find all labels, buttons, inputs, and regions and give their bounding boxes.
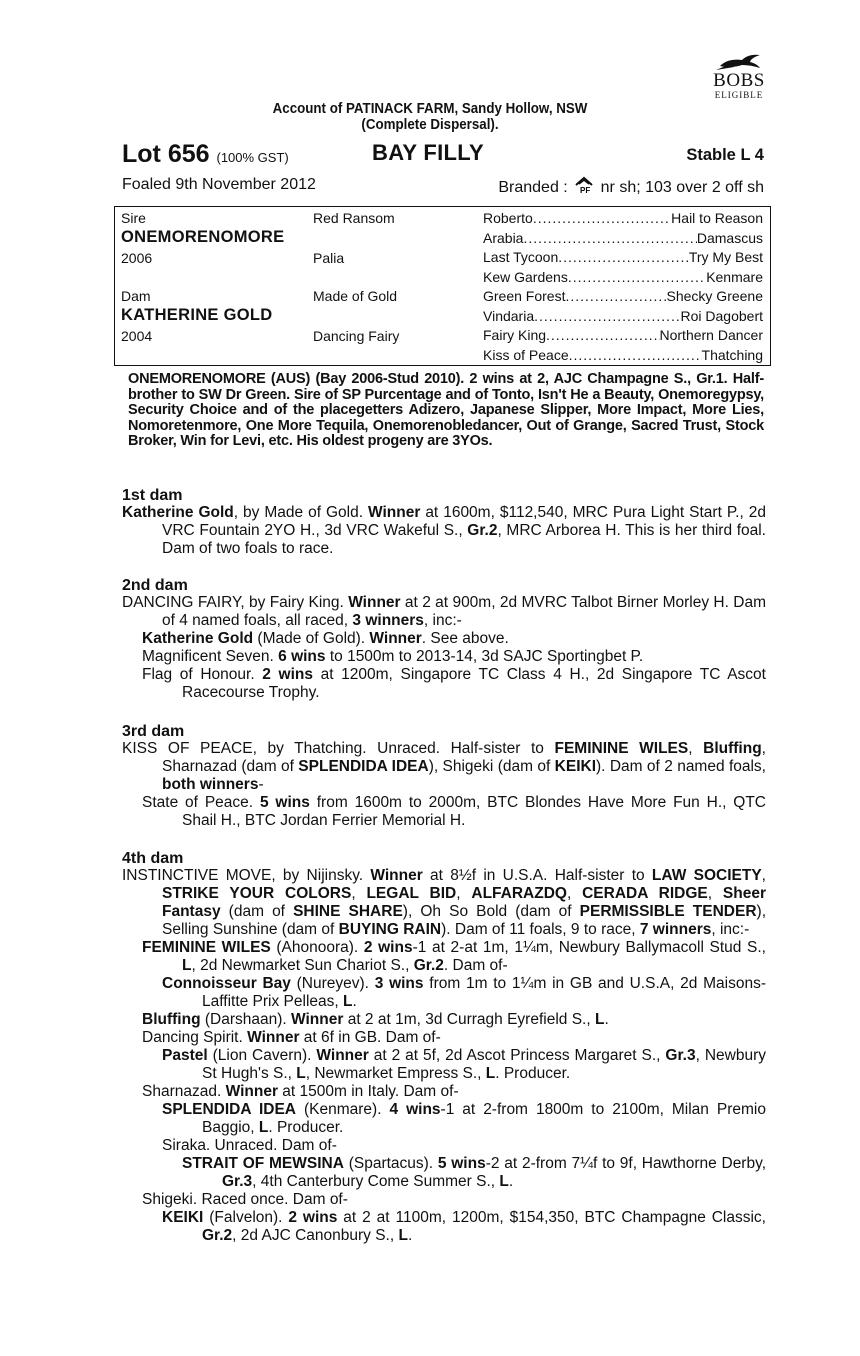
family-entry: Shigeki. Raced once. Dam of- xyxy=(142,1191,348,1208)
brand-mark-icon xyxy=(574,175,594,195)
logo-name: BOBS xyxy=(713,70,765,91)
first-dam-paras xyxy=(122,504,766,558)
ancestor-sire: Try My Best xyxy=(688,249,763,265)
first-dam-section xyxy=(122,487,766,558)
ancestor-row xyxy=(483,229,763,249)
second-dam-paras xyxy=(122,594,766,702)
account-line-1: Account of PATINACK FARM, Sandy Hollow, NSW xyxy=(272,101,588,117)
third-dam-paras xyxy=(122,740,766,830)
second-dam-heading: 2nd dam xyxy=(122,577,188,594)
branded-label: Branded : xyxy=(498,179,568,196)
ancestor-name: Green Forest xyxy=(483,288,566,304)
dam-label: Dam xyxy=(121,288,151,304)
family-entry: STRAIT OF MEWSINA (Spartacus). 5 wins-2 at 2-from 7¼f to 9f, Hawthorne Derby, Gr.3, 4th Canterbury Come Summer S., L. xyxy=(182,1155,766,1190)
family-entry: SPLENDIDA IDEA (Kenmare). 4 wins-1 at 2-from 1800m to 2100m, Milan Premio Baggio, L. Producer. xyxy=(162,1101,766,1136)
sire-year: 2006 xyxy=(121,250,153,266)
family-entry: State of Peace. 5 wins from 1600m to 2000m, BTC Blondes Have More Fun H., QTC Shail H., BTC Jordan Ferrier Memorial H. xyxy=(142,794,767,829)
dot-leader xyxy=(546,326,659,346)
family-entry: INSTINCTIVE MOVE, by Nijinsky. Winner at 8½f in U.S.A. Half-sister to LAW SOCIETY, STRIKE YOUR COLORS, LEGAL BID, ALFARAZDQ, CERADA RIDGE, Sheer Fantasy (dam of SHINE SHARE), Oh So Bold (dam of PERMISSIBLE TENDER), Selling Sunshine (dam of BUYING RAIN). Dam of 11 foals, 9 to race, 7 winners, inc:- xyxy=(122,867,766,938)
stable-location: Stable L 4 xyxy=(686,146,764,164)
dot-leader xyxy=(558,248,689,268)
sex-colour: BAY FILLY xyxy=(372,140,484,165)
bobs-eligible-logo xyxy=(706,50,772,100)
family-entry: Sharnazad. Winner at 1500m in Italy. Dam of- xyxy=(142,1083,459,1100)
family-entry: FEMININE WILES (Ahonoora). 2 wins-1 at 2-at 1m, 1¼m, Newbury Ballymacoll Stud S., L, 2d Newmarket Sun Chariot S., Gr.2. Dam of- xyxy=(142,939,766,974)
ancestor-row xyxy=(483,209,763,229)
dot-leader xyxy=(569,346,702,366)
ancestor-row xyxy=(483,326,763,346)
branded-info xyxy=(498,175,764,198)
ancestor-name: Fairy King xyxy=(483,327,547,343)
branded-details: nr sh; 103 over 2 off sh xyxy=(600,179,764,196)
pedigree-table xyxy=(114,206,771,366)
account-line-2: (Complete Dispersal). xyxy=(361,117,499,133)
family-entry: Dancing Spirit. Winner at 6f in GB. Dam of- xyxy=(142,1029,441,1046)
dot-leader xyxy=(523,229,696,249)
family-entry: Connoisseur Bay (Nureyev). 3 wins from 1m to 1¼m in GB and U.S.A, 2d Maisons-Laffitte Prix Pelleas, L. xyxy=(162,975,766,1010)
ancestor-sire: Damascus xyxy=(696,229,763,246)
ancestor-sire: Hail to Reason xyxy=(671,210,763,226)
ancestor-row xyxy=(483,248,763,268)
family-entry: Katherine Gold, by Made of Gold. Winner at 1600m, $112,540, MRC Pura Light Start P., 2d VRC Fountain 2YO H., 3d VRC Wakeful S., Gr.2, MRC Arborea H. This is her third foal. Dam of two foals to race. xyxy=(122,504,766,557)
ancestor-row xyxy=(483,287,763,307)
sire-dam: Palia xyxy=(313,250,345,266)
family-entry: Flag of Honour. 2 wins at 1200m, Singapore TC Class 4 H., 2d Singapore TC Ascot Racecourse Trophy. xyxy=(142,666,766,701)
dam-dam: Dancing Fairy xyxy=(313,328,400,344)
logo-sub: ELIGIBLE xyxy=(714,90,764,100)
dot-leader xyxy=(534,307,680,327)
lot-row xyxy=(122,140,764,168)
first-dam-heading: 1st dam xyxy=(122,487,183,504)
dot-leader xyxy=(565,287,666,307)
dam-year: 2004 xyxy=(121,328,153,344)
ancestor-row xyxy=(483,268,763,288)
family-entry: Katherine Gold (Made of Gold). Winner. See above. xyxy=(142,630,509,647)
family-entry: Pastel (Lion Cavern). Winner at 2 at 5f, 2d Ascot Princess Margaret S., Gr.3, Newbury St Hugh's S., L, Newmarket Empress S., L. Producer. xyxy=(162,1047,766,1082)
ancestor-sire: Northern Dancer xyxy=(659,327,763,343)
ancestor-row xyxy=(483,346,763,366)
foaled-date: Foaled 9th November 2012 xyxy=(122,176,316,193)
family-entry: Siraka. Unraced. Dam of- xyxy=(162,1137,337,1154)
ancestor-name: Arabia xyxy=(483,229,524,246)
ancestor-name: Last Tycoon xyxy=(483,249,559,265)
fourth-dam-paras xyxy=(122,867,766,1245)
fourth-dam-heading: 4th dam xyxy=(122,850,184,867)
ancestor-name: Roberto xyxy=(483,210,533,226)
fourth-dam-section xyxy=(122,850,766,1245)
dam-sire: Made of Gold xyxy=(313,288,398,304)
dot-leader xyxy=(568,268,706,288)
vendor-account xyxy=(218,101,641,133)
sire-summary: ONEMORENOMORE (AUS) (Bay 2006-Stud 2010). 2 wins at 2, AJC Champagne S., Gr.1. Half-brother to SW Dr Green. Sire of SP Purcentage and of Tonto, Isn't He a Beauty, Onemoregypsy, Security Choice and of the placegetters Adizero, Japanese Slipper, More Impact, More Lies, Nomoretenmore, One More Tequila, Onemorenobledancer, Out of Grange, Sacred Trust, Stock Broker, Win for Levi, etc. His oldest progeny are 3YOs. xyxy=(128,371,764,449)
ancestor-name: Kew Gardens xyxy=(483,268,568,285)
ancestor-sire: Thatching xyxy=(701,346,763,363)
dam-name: KATHERINE GOLD xyxy=(121,306,273,324)
svg-text:PF: PF xyxy=(580,186,591,195)
lot-number: Lot 656 (100% GST) xyxy=(122,140,289,168)
family-entry: KISS OF PEACE, by Thatching. Unraced. Half-sister to FEMININE WILES, Bluffing, Sharnazad (dam of SPLENDIDA IDEA), Shigeki (dam of KEIKI). Dam of 2 named foals, both winners- xyxy=(122,740,766,793)
ancestor-row xyxy=(483,307,763,327)
ancestor-sire: Shecky Greene xyxy=(666,288,763,304)
sire-name: ONEMORENOMORE xyxy=(121,228,285,246)
ancestor-sire: Roi Dagobert xyxy=(680,307,763,324)
family-entry: Bluffing (Darshaan). Winner at 2 at 1m, 3d Curragh Eyrefield S., L. xyxy=(142,1011,609,1028)
ancestor-name: Vindaria xyxy=(483,307,535,324)
family-entry: KEIKI (Falvelon). 2 wins at 2 at 1100m, 1200m, $154,350, BTC Champagne Classic, Gr.2, 2d AJC Canonbury S., L. xyxy=(162,1209,766,1244)
sire-label: Sire xyxy=(121,210,146,226)
second-dam-section xyxy=(122,577,766,702)
sire-sire: Red Ransom xyxy=(313,210,395,226)
ancestor-name: Kiss of Peace xyxy=(483,346,569,363)
third-dam-section xyxy=(122,723,766,830)
family-entry: DANCING FAIRY, by Fairy King. Winner at 2 at 900m, 2d MVRC Talbot Birner Morley H. Dam of 4 named foals, all raced, 3 winners, inc:- xyxy=(122,594,767,629)
horse-logo-icon xyxy=(714,50,764,72)
ancestor-sire: Kenmare xyxy=(706,268,763,285)
family-entry: Magnificent Seven. 6 wins to 1500m to 2013-14, 3d SAJC Sportingbet P. xyxy=(142,648,644,665)
gst-note: (100% GST) xyxy=(216,150,289,165)
third-dam-heading: 3rd dam xyxy=(122,723,185,740)
dot-leader xyxy=(533,209,671,229)
